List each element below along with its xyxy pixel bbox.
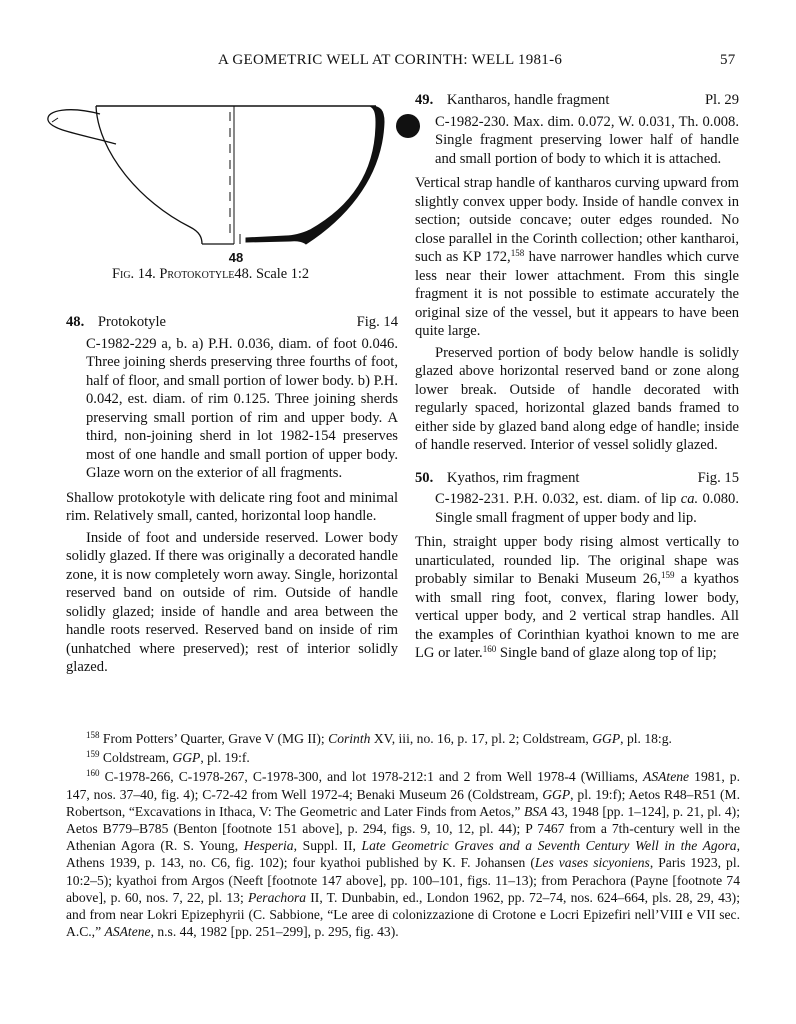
- entry-48-number: 48.: [66, 314, 85, 330]
- figure-number-label: 48: [228, 250, 244, 264]
- footnote-160-t5: , Suppl. II,: [293, 838, 362, 854]
- footnote-158-italic-2: GGP: [592, 731, 621, 746]
- caption-prefix: Fig. 14. Protokotyle: [112, 266, 235, 282]
- footnote-158-mark: 158: [86, 730, 100, 740]
- left-handle-edge: [52, 118, 58, 122]
- footnote-159-text-2: , pl. 19:f.: [200, 750, 250, 766]
- footnote-160-mark: 160: [86, 768, 100, 779]
- entry-49-desc-part1: Vertical strap handle of kantharos curving upward from slightly convex upper body. Inside of handle convex in section; outside concave; outer edges rounded. No close parallel in the Corinth collection; other kantharoi, such as KP 172,: [415, 175, 739, 265]
- footnote-160-t8: II, T. Dunbabin, ed., London 1962, pp. 72–74, nos. 624–664, pls. 28, 29, 43); and from near Lokri Epizephyrii (C. Sabbione, “Le aree di colonizzazione di Crotone e Locri Epizefiri nell’VIII e VII sec. A.C.,”: [66, 889, 740, 940]
- entry-50-desc-part3: Single band of glaze along top of lip;: [496, 645, 717, 661]
- footnote-158-text-3: , pl. 18:g.: [620, 731, 672, 746]
- entry-48-description: Shallow protokotyle with delicate ring foot and minimal rim. Relatively small, canted, horizontal loop handle.: [66, 489, 398, 524]
- right-section-profile: [246, 106, 384, 244]
- entry-49-number: 49.: [415, 92, 434, 108]
- footnotes: [66, 730, 740, 940]
- footnote-158-italic-1: Corinth: [328, 731, 371, 746]
- entry-49-description: [415, 174, 739, 341]
- footnote-160-i2: GGP: [542, 786, 571, 802]
- entry-50-desc-part1: Thin, straight upper body rising almost vertically to unarticulated, rounded lip. The original shape was probably similar to Benaki Museum 26,: [415, 534, 739, 587]
- entry-49-decoration: Preserved portion of body below handle is solidly glazed above horizontal reserved band or zone along lower break. Outside of handle decorated with regularly spaced, horizontal glazed bands framed to either side by glazed band along edge of handle; inside of handle reserved. Interior of vessel solidly glazed.: [415, 344, 739, 453]
- footnote-158-text: From Potters’ Quarter, Grave V (MG II);: [99, 731, 329, 746]
- running-header: [0, 52, 796, 72]
- footnote-158: [66, 730, 740, 747]
- entry-48: [66, 313, 398, 677]
- footnote-160-t9: , n.s. 44, 1982 [pp. 251–299], p. 295, fig. 43).: [150, 924, 399, 940]
- footnote-160-i5: Late Geometric Graves and a Seventh Century Well in the Agora: [361, 838, 737, 854]
- footnote-159-italic: GGP: [172, 750, 201, 766]
- entry-49-plate-ref: Pl. 29: [704, 92, 739, 108]
- footnote-158-text-2: XV, iii, no. 16, p. 17, pl. 2; Coldstream,: [370, 731, 593, 746]
- footnote-160-t3: , pl. 19:f); Aetos R48–R51 (M. Robertson, “Excavations in Ithaca, V: The Geometric and Later Finds from Aetos,”: [66, 786, 740, 819]
- footnote-160-i8: ASAtene: [104, 924, 151, 940]
- entry-50-catalog-ca: ca.: [680, 491, 699, 507]
- entry-50-heading: [415, 469, 739, 488]
- footnote-160-t4: 43, 1948 [pp. 1–124], p. 21, pl. 4); Aetos B779–B785 (Benton [footnote 151 above], p. 294, figs. 9, 10, 12, pl. 44); P 7467 from a 7th-century well in the Athenian Agora (R. S. Young,: [66, 803, 740, 854]
- entry-48-name: Protokotyle: [97, 314, 167, 330]
- entry-49-desc-part2: have narrower handles which curve less near their lower attachment. From this single fragment it is not possible to estimate accurately the original size of the vessel, but it appears to have been quite large.: [415, 249, 739, 339]
- footnote-160-i7: Perachora: [247, 889, 307, 905]
- entry-50-catalog-part1: C-1982-231. P.H. 0.032, est. diam. of lip: [435, 491, 681, 507]
- entry-50-number: 50.: [415, 469, 434, 486]
- entry-50-catalog: [415, 490, 739, 527]
- footnote-160-i4: Hesperia: [243, 838, 294, 854]
- entry-49-name: Kantharos, handle fragment: [446, 92, 610, 108]
- entry-50-description: [415, 533, 739, 663]
- running-title: A GEOMETRIC WELL AT CORINTH: WELL 1981-6: [218, 52, 563, 68]
- entry-50-figure-ref: Fig. 15: [697, 469, 739, 486]
- footnote-ref-160[interactable]: 160: [482, 644, 497, 654]
- entry-50-catalog-part2: 0.080. Single small fragment of upper body and lip.: [435, 491, 739, 526]
- footnote-160-t7: , Paris 1923, pl. 10:2–5); kyathoi from Argos (Neeft [footnote 147 above], pp. 100–101, figs. 11–13); from Perachora (Payne [footnote 74 above], p. 60, nos. 7, 22, pl. 13;: [66, 855, 740, 905]
- entry-48-catalog: C-1982-229 a, b. a) P.H. 0.036, diam. of foot 0.046. Three joining sherds preserving three fourths of foot, half of floor, and small portion of lower body. b) P.H. 0.042, est. diam. of rim 0.125. Three joining sherds preserving small portion of rim and upper body. A third, non-joining sherd in lot 1982-154 preserves most of one handle and small portion of upper body. Glaze worn on the exterior of all fragments.: [86, 335, 398, 481]
- entry-49: [415, 91, 739, 663]
- left-body-profile: [96, 106, 202, 244]
- caption-suffix: . Scale 1:2: [248, 266, 310, 282]
- footnote-160-i6: Les vases sicyoniens: [534, 855, 650, 871]
- entry-48-figure-ref: Fig. 14: [356, 314, 398, 330]
- figure-caption: [112, 266, 412, 283]
- caption-number: 48: [234, 266, 249, 282]
- footnote-ref-159[interactable]: 159: [660, 570, 675, 580]
- entry-50-name: Kyathos, rim fragment: [446, 469, 580, 486]
- entry-50-desc-part2: a kyathos with small ring foot, convex, flaring lower body, vertical upper body, and 2 vertical strap handles. All the examples of Corinthian kyathoi known to me are LG or later.: [415, 571, 739, 661]
- footnote-160-i1: ASAtene: [643, 769, 690, 785]
- footnote-159-mark: 159: [86, 749, 100, 760]
- entry-49-catalog: C-1982-230. Max. dim. 0.072, W. 0.031, Th. 0.008. Single fragment preserving lower half of handle and small portion of body to which it is attached.: [435, 113, 739, 167]
- footnote-160-t6: , Athens 1939, p. 143, no. C6, fig. 102); four kyathoi published by K. F. Johansen (: [66, 838, 741, 871]
- page-number: 57: [720, 52, 736, 68]
- footnote-160: [66, 768, 740, 940]
- footnote-ref-158[interactable]: 158: [510, 248, 525, 258]
- footnote-159-text: Coldstream,: [99, 750, 173, 766]
- entry-49-heading: [415, 91, 739, 110]
- footnote-159: [66, 749, 740, 766]
- footnote-160-t1: C-1978-266, C-1978-267, C-1978-300, and lot 1978-212:1 and 2 from Well 1978-4 (Williams,: [99, 769, 644, 785]
- footnote-160-i3: BSA: [523, 803, 548, 819]
- figure-14: [40, 92, 424, 264]
- entry-48-heading: [66, 313, 398, 332]
- entry-48-decoration: Inside of foot and underside reserved. Lower body solidly glazed. If there was originally a decorated handle zone, it is now completely worn away. Single, horizontal reserved band on outside of rim. Outside of handle solidly glazed; inside of handle and area between the handle roots reserved. Reserved band on inside of rim (unhatched where preserved); rest of interior solidly glazed.: [66, 529, 398, 675]
- left-handle: [48, 110, 116, 144]
- footnote-160-t2: 1981, p. 147, nos. 37–40, fig. 4); C-72-42 from Well 1972-4; Benaki Museum 26 (Coldstream,: [66, 769, 740, 802]
- protokotyle-profile-drawing: [40, 92, 424, 264]
